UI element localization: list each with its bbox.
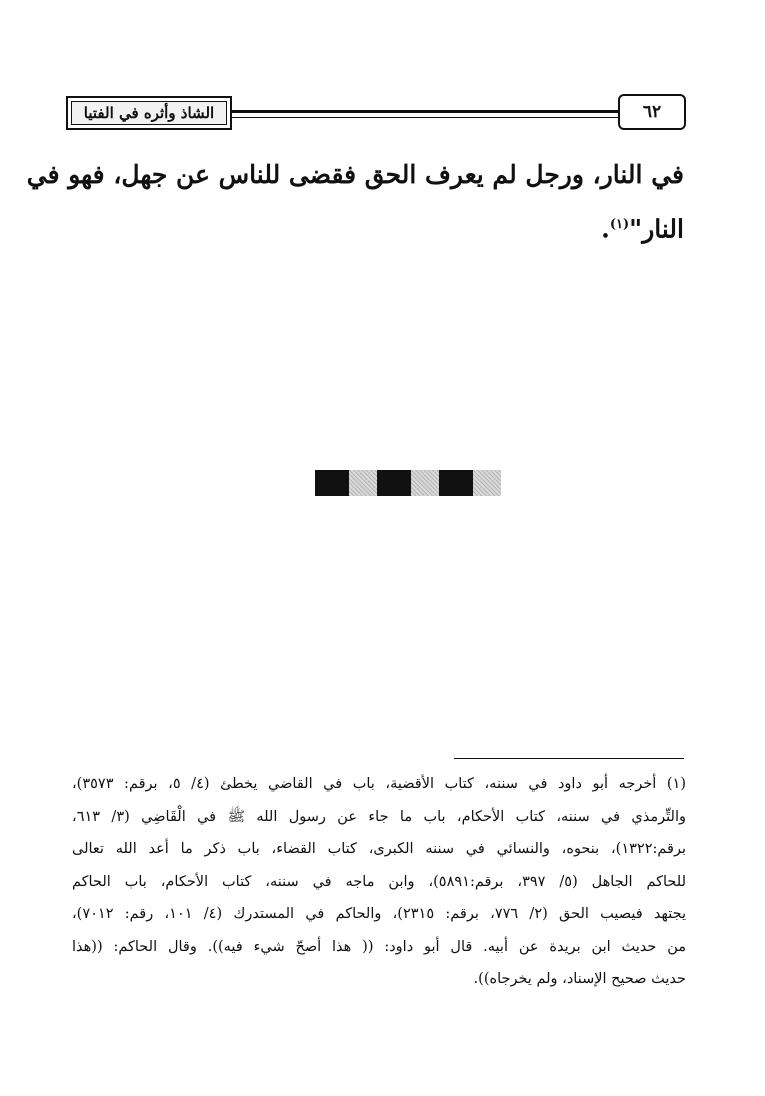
section-separator xyxy=(315,470,501,496)
running-title-box xyxy=(66,96,232,130)
page-number: ٦٢ xyxy=(642,102,662,122)
footnotes xyxy=(72,768,686,996)
main-text-line-2-period: . xyxy=(601,214,610,244)
header-rule-thin xyxy=(230,117,618,118)
footnote-line: للحاكم الجاهل (٥/ ٣٩٧، برقم:٥٨٩١)، وابن ماجه في سننه، كتاب الأحكام، باب الحاكم xyxy=(72,873,687,890)
header-rule-thick xyxy=(230,110,618,113)
separator-shade xyxy=(349,470,377,496)
separator-shade xyxy=(473,470,501,496)
footnote-line: (١) أخرجه أبو داود في سننه، كتاب الأقضية، باب في القاضي يخطئ (٤/ ٥، برقم: ٣٥٧٣)، xyxy=(72,776,687,792)
separator-shade xyxy=(411,470,439,496)
running-title: الشاذ وأثره في الفتيا xyxy=(83,104,215,122)
footnote-reference: (١) xyxy=(609,217,630,232)
separator-square xyxy=(377,470,411,496)
footnote-line: يجتهد فيصيب الحق (٢/ ٧٧٦، برقم: ٢٣١٥)، والحاكم في المستدرك (٤/ ١٠١، رقم: ٧٠١٢)، xyxy=(72,906,686,922)
footnote-line: من حديث ابن بريدة عن أبيه. قال أبو داود: (( هذا أصحّ شيء فيه)). وقال الحاكم: ((هذا xyxy=(72,938,686,955)
main-text xyxy=(26,150,684,254)
footnote-line: حديث صحيح الإسناد، ولم يخرجاه)). xyxy=(473,971,686,987)
main-text-line-2-text: النار" xyxy=(629,214,684,244)
running-title-inner xyxy=(71,101,227,125)
footnote-rule xyxy=(454,758,684,759)
footnote-line: والتِّرمذي في سننه، كتاب الأحكام، باب ما جاء عن رسول الله ﷺ في الْقَاضِي (٣/ ٦١٣، xyxy=(72,808,686,825)
page-number-box xyxy=(618,94,686,130)
main-text-line-1: في النار، ورجل لم يعرف الحق فقضى للناس عن جهل، فهو في xyxy=(26,160,684,189)
separator-square xyxy=(315,470,349,496)
page-header xyxy=(62,92,690,136)
footnote-line: برقم:١٣٢٢)، بنحوه، والنسائي في سننه الكبرى، كتاب القضاء، باب ذكر ما أعد الله تعالى xyxy=(72,841,686,857)
separator-square xyxy=(439,470,473,496)
main-text-line-2 xyxy=(82,200,684,254)
